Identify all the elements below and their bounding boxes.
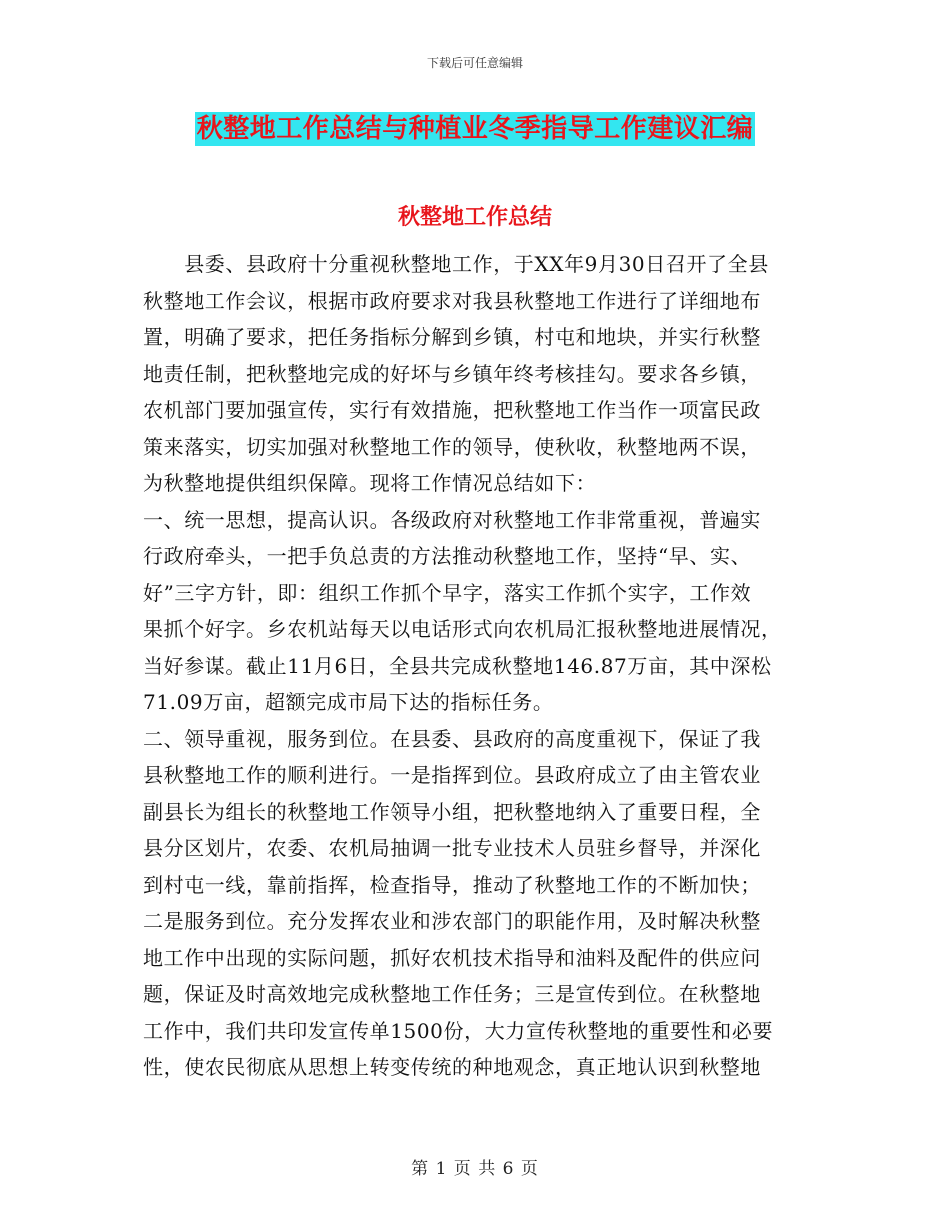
body-line: 县秋整地工作的顺利进行。一是指挥到位。县政府成立了由主管农业 [143, 763, 761, 787]
body-line: 当好参谋。截止11月6日，全县共完成秋整地146.87万亩，其中深松 [143, 653, 772, 678]
body-line: 地责任制，把秋整地完成的好坏与乡镇年终考核挂勾。要求各乡镇， [143, 361, 761, 386]
main-title [0, 112, 950, 146]
body-line: 二、领导重视，服务到位。在县委、县政府的高度重视下，保证了我 [143, 726, 761, 751]
main-title-text: 秋整地工作总结与种植业冬季指导工作建议汇编 [196, 114, 754, 144]
body-line: 到村屯一线，靠前指挥，检查指导，推动了秋整地工作的不断加快； [143, 872, 761, 897]
header-note: 下载后可任意编辑 [426, 56, 523, 70]
body-line: 二是服务到位。充分发挥农业和涉农部门的职能作用，及时解决秋整 [143, 909, 761, 933]
body-line: 题，保证及时高效地完成秋整地工作任务；三是宣传到位。在秋整地 [143, 982, 761, 1006]
body-line: 秋整地工作会议，根据市政府要求对我县秋整地工作进行了详细地布 [143, 288, 761, 313]
body-line: 性，使农民彻底从思想上转变传统的种地观念，真正地认识到秋整地 [143, 1055, 761, 1079]
body-line: 工作中，我们共印发宣传单1500份，大力宣传秋整地的重要性和必要 [143, 1018, 774, 1043]
body-line: 县分区划片，农委、农机局抽调一批专业技术人员驻乡督导，并深化 [143, 836, 761, 860]
body-line: 县委、县政府十分重视秋整地工作，于XX年9月30日召开了全县 [143, 252, 769, 276]
body-line: 为秋整地提供组织保障。现将工作情况总结如下： [143, 471, 597, 495]
body-line: 一、统一思想，提高认识。各级政府对秋整地工作非常重视，普遍实 [143, 507, 761, 532]
body-line: 副县长为组长的秋整地工作领导小组，把秋整地纳入了重要日程，全 [143, 799, 761, 824]
body-line: 行政府牵头，一把手负总责的方法推动秋整地工作，坚持“早、实、 [143, 544, 752, 568]
body-line: 果抓个好字。乡农机站每天以电话形式向农机局汇报秋整地进展情况， [143, 617, 782, 641]
body-line: 策来落实，切实加强对秋整地工作的领导，使秋收，秋整地两不误， [143, 434, 761, 459]
page-footer: 第 1 页 共 6 页 [411, 1159, 539, 1179]
section-title: 秋整地工作总结 [397, 204, 552, 230]
body-line: 置，明确了要求，把任务指标分解到乡镇，村屯和地块，并实行秋整 [143, 325, 761, 349]
body-line: 71.09万亩，超额完成市局下达的指标任务。 [143, 690, 554, 714]
body-line: 农机部门要加强宣传，实行有效措施，把秋整地工作当作一项富民政 [143, 398, 761, 422]
body-line: 地工作中出现的实际问题，抓好农机技术指导和油料及配件的供应问 [143, 945, 761, 970]
body-line: 好”三字方针，即：组织工作抓个早字，落实工作抓个实字，工作效 [143, 580, 752, 605]
body-text [143, 246, 813, 1086]
